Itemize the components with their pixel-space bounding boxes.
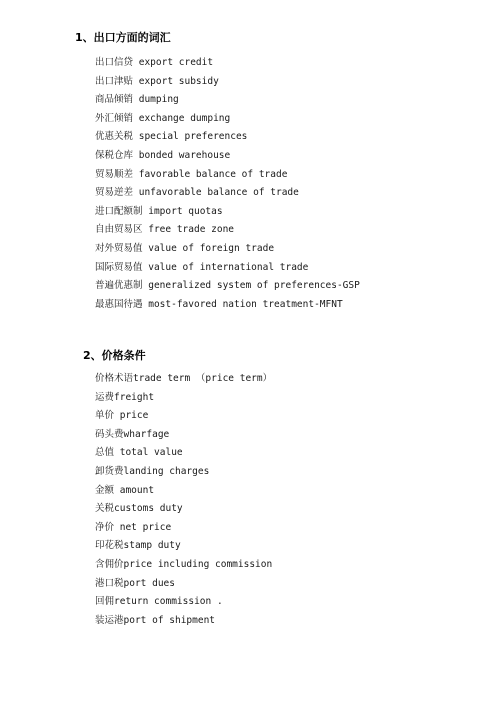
term-entry: 卸货费landing charges	[95, 465, 210, 477]
term-entry: 对外贸易值 value of foreign trade	[95, 242, 275, 254]
term-entry: 港口税port dues	[95, 577, 175, 589]
term-entry: 外汇倾销 exchange dumping	[95, 112, 231, 124]
term-entry: 普遍优惠制 generalized system of preferences-GSP	[95, 280, 360, 292]
term-entry: 金额 amount	[95, 484, 155, 496]
term-entry: 保税仓库 bonded warehouse	[95, 149, 231, 161]
term-entry: 关税customs duty	[95, 503, 183, 515]
term-entry: 印花税stamp duty	[95, 540, 181, 552]
term-entry: 回佣return commission .	[95, 596, 223, 608]
term-entry: 贸易顺差 favorable balance of trade	[95, 168, 288, 180]
export-terms-list	[95, 54, 360, 314]
price-terms-list	[95, 370, 272, 630]
term-entry: 国际贸易值 value of international trade	[95, 261, 309, 273]
term-entry: 自由贸易区 free trade zone	[95, 224, 235, 236]
term-entry: 净价 net price	[95, 521, 172, 533]
term-entry: 价格术语trade term （price term）	[95, 373, 273, 384]
term-entry: 单价 price	[95, 410, 149, 422]
term-entry: 最惠国待遇 most-favored nation treatment-MFNT	[95, 298, 343, 310]
section-1-heading: 1、出口方面的词汇	[75, 31, 171, 44]
term-entry: 贸易逆差 unfavorable balance of trade	[95, 187, 299, 199]
term-entry: 总值 total value	[95, 447, 183, 459]
section-2-heading: 2、价格条件	[83, 349, 146, 362]
term-entry: 运费freight	[95, 391, 155, 403]
term-entry: 商品倾销 dumping	[95, 94, 179, 106]
term-entry: 出口津贴 export subsidy	[95, 75, 219, 87]
term-entry: 装运港port of shipment	[95, 614, 216, 626]
term-entry: 进口配额制 import quotas	[95, 205, 223, 217]
term-entry: 码头费wharfage	[95, 428, 170, 440]
term-entry: 出口信贷 export credit	[95, 57, 214, 68]
term-entry: 含佣价price including commission	[95, 558, 273, 570]
term-entry: 优惠关税 special preferences	[95, 131, 248, 143]
